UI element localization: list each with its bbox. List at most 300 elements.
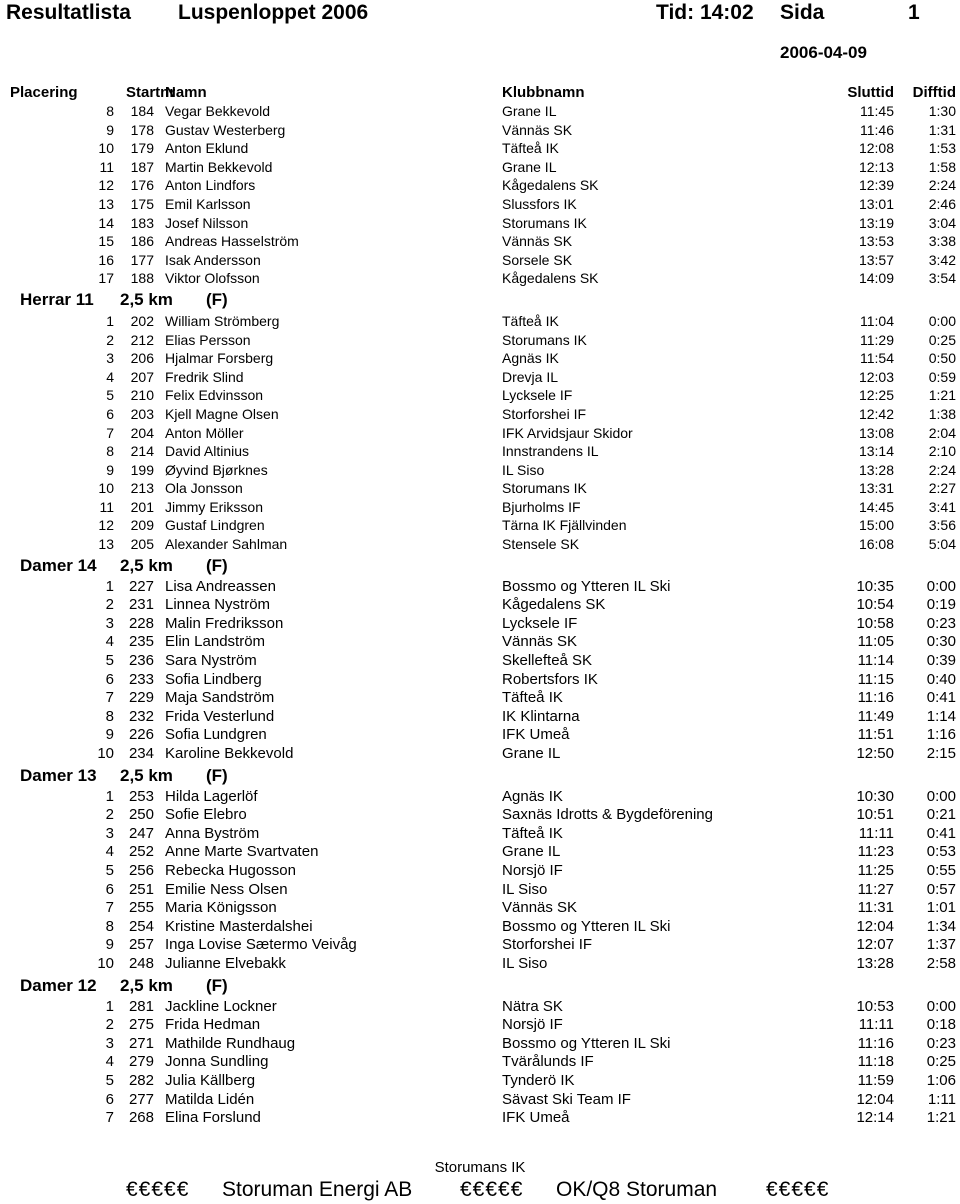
- event-name: Luspenloppet 2006: [178, 1, 369, 24]
- result-row: [0, 745, 960, 764]
- result-finish-time: 12:13: [858, 158, 894, 175]
- result-time-difference: 1:53: [928, 140, 956, 157]
- result-start-number: 177: [130, 251, 154, 268]
- result-club: IL Siso: [502, 461, 545, 478]
- result-time-difference: 1:01: [926, 899, 956, 917]
- result-row: [0, 176, 960, 195]
- result-row: [0, 652, 960, 671]
- result-row: [0, 214, 960, 233]
- result-row: [0, 825, 960, 844]
- class-heading: [0, 974, 960, 998]
- class-distance: 2,5 km: [120, 555, 173, 575]
- result-club: Storforshei IF: [502, 405, 587, 422]
- result-time-difference: 1:21: [928, 387, 956, 404]
- result-start-number: 257: [128, 936, 154, 954]
- result-start-number: 186: [130, 233, 154, 250]
- result-finish-time: 11:31: [857, 899, 894, 917]
- result-row: [0, 1053, 960, 1072]
- result-start-number: 209: [130, 517, 154, 534]
- result-name: Maja Sandström: [165, 689, 275, 707]
- class-distance: 2,5 km: [120, 289, 173, 309]
- result-time-difference: 1:37: [926, 936, 956, 954]
- result-time-difference: 0:00: [928, 312, 956, 329]
- result-club: Norsjö IF: [502, 1016, 563, 1034]
- result-finish-time: 10:58: [856, 614, 894, 632]
- result-row: [0, 1072, 960, 1091]
- result-place: 11: [99, 158, 114, 175]
- result-start-number: 253: [128, 787, 154, 805]
- result-start-number: 252: [128, 843, 154, 861]
- result-finish-time: 16:08: [858, 536, 894, 553]
- page-header: [0, 0, 960, 26]
- result-club: Vännäs SK: [502, 633, 578, 651]
- result-finish-time: 12:50: [856, 745, 894, 762]
- result-place: 3: [105, 824, 114, 842]
- class-technique: (F): [206, 765, 228, 785]
- result-finish-time: 11:27: [857, 880, 894, 898]
- result-start-number: 212: [130, 331, 154, 348]
- result-start-number: 214: [130, 443, 154, 460]
- result-place: 12: [98, 517, 114, 534]
- result-row: [0, 232, 960, 251]
- result-start-number: 184: [130, 103, 154, 119]
- result-row: [0, 806, 960, 825]
- result-place: 16: [98, 251, 114, 268]
- result-place: 9: [106, 461, 114, 478]
- result-name: Sofia Lundgren: [165, 726, 267, 744]
- result-name: Frida Vesterlund: [165, 707, 275, 725]
- result-place: 1: [105, 787, 114, 805]
- result-name: Elina Forslund: [165, 1109, 261, 1127]
- class-technique: (F): [206, 975, 228, 995]
- result-club: Storforshei IF: [502, 936, 593, 954]
- result-start-number: 206: [130, 350, 154, 367]
- result-time-difference: 5:04: [928, 536, 956, 553]
- result-row: [0, 998, 960, 1017]
- result-row: [0, 843, 960, 862]
- class-heading: [0, 288, 960, 312]
- result-finish-time: 11:04: [860, 312, 894, 329]
- result-time-difference: 2:04: [928, 424, 956, 441]
- print-time: Tid: 14:02: [656, 1, 754, 24]
- result-start-number: 229: [128, 689, 154, 707]
- results-list: [0, 102, 960, 1128]
- result-start-number: 279: [128, 1053, 154, 1071]
- result-place: 15: [98, 233, 114, 250]
- result-finish-time: 11:51: [857, 726, 894, 744]
- result-place: 9: [105, 726, 114, 744]
- result-time-difference: 0:25: [928, 331, 956, 348]
- result-start-number: 281: [128, 997, 154, 1015]
- result-start-number: 232: [128, 707, 154, 725]
- result-row: [0, 918, 960, 937]
- result-club: Lycksele IF: [502, 614, 578, 632]
- result-place: 8: [106, 443, 114, 460]
- result-time-difference: 2:15: [926, 745, 956, 762]
- result-row: [0, 121, 960, 140]
- result-club: Drevja IL: [502, 368, 559, 385]
- result-row: [0, 633, 960, 652]
- result-finish-time: 13:14: [858, 443, 894, 460]
- result-time-difference: 1:06: [926, 1071, 956, 1089]
- result-row: [0, 615, 960, 634]
- result-name: Vegar Bekkevold: [165, 103, 271, 119]
- result-club: Grane IL: [502, 103, 557, 119]
- result-finish-time: 12:07: [856, 936, 894, 954]
- result-place: 4: [105, 843, 114, 861]
- result-name: Julianne Elvebakk: [165, 954, 286, 972]
- decoration-text: €€€€€: [766, 1178, 830, 1201]
- result-row: [0, 1035, 960, 1054]
- result-finish-time: 12:03: [858, 368, 894, 385]
- result-time-difference: 1:31: [928, 121, 956, 138]
- result-start-number: 271: [128, 1034, 154, 1052]
- result-place: 14: [98, 214, 114, 231]
- result-start-number: 254: [128, 917, 154, 935]
- result-start-number: 175: [130, 195, 154, 212]
- class-distance: 2,5 km: [120, 765, 173, 785]
- result-name: Sara Nyström: [165, 652, 257, 670]
- result-finish-time: 11:05: [857, 633, 894, 651]
- result-name: Øyvind Bjørknes: [165, 461, 268, 478]
- result-club: Bjurholms IF: [502, 498, 581, 515]
- result-start-number: 207: [130, 368, 154, 385]
- result-start-number: 210: [130, 387, 154, 404]
- result-finish-time: 13:53: [858, 233, 894, 250]
- result-time-difference: 0:39: [926, 652, 956, 670]
- result-row: [0, 788, 960, 807]
- result-club: Storumans IK: [502, 480, 587, 497]
- result-club: IFK Umeå: [502, 726, 570, 744]
- result-name: Kjell Magne Olsen: [165, 405, 279, 422]
- result-name: Julia Källberg: [165, 1071, 256, 1089]
- result-name: Frida Hedman: [165, 1016, 261, 1034]
- result-time-difference: 0:59: [928, 368, 956, 385]
- column-header-start-number: Startnr: [126, 84, 176, 101]
- document-title: Resultatlista: [6, 1, 131, 24]
- result-finish-time: 14:09: [858, 270, 894, 287]
- result-name: Rebecka Hugosson: [165, 861, 296, 879]
- class-heading: [0, 554, 960, 578]
- result-row: [0, 726, 960, 745]
- result-place: 11: [99, 498, 114, 515]
- result-time-difference: 3:04: [928, 214, 956, 231]
- result-place: 6: [105, 1090, 114, 1108]
- result-finish-time: 14:45: [858, 498, 894, 515]
- result-start-number: 227: [128, 577, 154, 595]
- race-date: 2006-04-09: [780, 43, 867, 62]
- column-headers: [0, 83, 960, 103]
- result-club: Stensele SK: [502, 536, 580, 553]
- sponsor-name: Storuman Energi AB: [222, 1178, 413, 1201]
- result-row: [0, 1109, 960, 1128]
- result-name: Jimmy Eriksson: [165, 498, 264, 515]
- result-time-difference: 1:30: [928, 103, 956, 119]
- result-place: 3: [105, 614, 114, 632]
- result-finish-time: 11:11: [858, 1016, 894, 1034]
- result-time-difference: 0:00: [926, 577, 956, 595]
- result-finish-time: 10:51: [856, 806, 894, 824]
- result-row: [0, 955, 960, 974]
- result-club: IFK Umeå: [502, 1109, 570, 1127]
- decoration-text: €€€€€: [126, 1178, 190, 1201]
- result-row: [0, 251, 960, 270]
- result-row: [0, 596, 960, 615]
- result-finish-time: 12:04: [856, 917, 894, 935]
- result-time-difference: 0:00: [926, 787, 956, 805]
- result-start-number: 268: [128, 1109, 154, 1127]
- result-name: Anton Möller: [165, 424, 244, 441]
- result-place: 10: [97, 745, 114, 762]
- result-time-difference: 1:58: [928, 158, 956, 175]
- result-name: Gustav Westerberg: [165, 121, 286, 138]
- result-start-number: 187: [130, 158, 154, 175]
- result-name: Kristine Masterdalshei: [165, 917, 313, 935]
- result-club: Storumans IK: [502, 331, 587, 348]
- result-finish-time: 10:53: [856, 997, 894, 1015]
- result-name: Ola Jonsson: [165, 480, 243, 497]
- result-club: Tynderö IK: [502, 1071, 575, 1089]
- result-name: Lisa Andreassen: [165, 577, 276, 595]
- page-label: Sida: [780, 1, 825, 24]
- result-place: 10: [98, 140, 114, 157]
- result-place: 9: [105, 936, 114, 954]
- result-row: [0, 331, 960, 350]
- result-club: Bossmo og Ytteren IL Ski: [502, 577, 671, 595]
- result-start-number: 233: [128, 670, 154, 688]
- result-name: David Altinius: [165, 443, 250, 460]
- result-start-number: 201: [130, 498, 154, 515]
- result-place: 5: [105, 1071, 114, 1089]
- result-start-number: 204: [130, 424, 154, 441]
- result-row: [0, 195, 960, 214]
- result-place: 5: [106, 387, 114, 404]
- result-finish-time: 12:25: [858, 387, 894, 404]
- result-place: 3: [105, 1034, 114, 1052]
- result-time-difference: 0:41: [926, 689, 956, 707]
- result-name: Inga Lovise Sætermo Veivåg: [165, 936, 357, 954]
- result-finish-time: 11:49: [857, 707, 894, 725]
- result-club: Täfteå IK: [502, 140, 559, 157]
- result-club: Sorsele SK: [502, 251, 573, 268]
- result-row: [0, 102, 960, 121]
- result-club: IL Siso: [502, 880, 548, 898]
- result-row: [0, 349, 960, 368]
- class-name: Herrar 11: [20, 289, 94, 309]
- result-finish-time: 11:16: [857, 689, 894, 707]
- result-start-number: 188: [130, 270, 154, 287]
- result-place: 1: [106, 312, 114, 329]
- result-place: 12: [98, 177, 114, 194]
- result-finish-time: 11:15: [857, 670, 894, 688]
- result-finish-time: 11:54: [860, 350, 894, 367]
- result-name: Sofia Lindberg: [165, 670, 262, 688]
- result-row: [0, 1016, 960, 1035]
- result-name: Jonna Sundling: [165, 1053, 269, 1071]
- result-club: IL Siso: [502, 954, 548, 972]
- result-finish-time: 12:42: [858, 405, 894, 422]
- column-header-time-difference: Difftid: [912, 84, 956, 101]
- result-time-difference: 0:55: [926, 861, 956, 879]
- result-name: Maria Königsson: [165, 899, 277, 917]
- result-name: Gustaf Lindgren: [165, 517, 265, 534]
- result-finish-time: 11:18: [857, 1053, 894, 1071]
- result-name: William Strömberg: [165, 312, 280, 329]
- result-club: Tvärålunds IF: [502, 1053, 594, 1071]
- result-start-number: 248: [128, 954, 154, 972]
- result-name: Matilda Lidén: [165, 1090, 255, 1108]
- result-club: Tärna IK Fjällvinden: [502, 517, 627, 534]
- result-finish-time: 13:08: [858, 424, 894, 441]
- result-name: Alexander Sahlman: [165, 536, 288, 553]
- result-row: [0, 269, 960, 288]
- column-header-name: Namn: [165, 84, 207, 101]
- result-finish-time: 10:30: [856, 787, 894, 805]
- result-time-difference: 0:21: [926, 806, 956, 824]
- result-name: Emil Karlsson: [165, 195, 251, 212]
- result-place: 2: [105, 596, 114, 614]
- result-club: Innstrandens IL: [502, 443, 599, 460]
- result-start-number: 277: [128, 1090, 154, 1108]
- result-place: 13: [98, 536, 114, 553]
- result-club: Grane IL: [502, 745, 561, 762]
- result-finish-time: 10:35: [856, 577, 894, 595]
- result-finish-time: 13:19: [858, 214, 894, 231]
- result-club: Kågedalens SK: [502, 270, 599, 287]
- result-name: Anna Byström: [165, 824, 260, 842]
- result-start-number: 247: [128, 824, 154, 842]
- result-start-number: 255: [128, 899, 154, 917]
- result-row: [0, 881, 960, 900]
- result-time-difference: 0:23: [926, 614, 956, 632]
- result-start-number: 178: [130, 121, 154, 138]
- result-row: [0, 442, 960, 461]
- result-club: Vännäs SK: [502, 899, 578, 917]
- sponsor-name: OK/Q8 Storuman: [556, 1178, 718, 1201]
- result-finish-time: 11:16: [857, 1034, 894, 1052]
- result-name: Sofie Elebro: [165, 806, 247, 824]
- result-club: Nätra SK: [502, 997, 563, 1015]
- result-time-difference: 2:46: [928, 195, 956, 212]
- result-name: Anne Marte Svartvaten: [165, 843, 319, 861]
- result-finish-time: 13:28: [856, 954, 894, 972]
- result-row: [0, 899, 960, 918]
- page-number: 1: [908, 1, 920, 24]
- result-name: Hilda Lagerlöf: [165, 787, 258, 805]
- result-start-number: 250: [128, 806, 154, 824]
- result-time-difference: 0:50: [928, 350, 956, 367]
- result-club: Norsjö IF: [502, 861, 563, 879]
- result-finish-time: 11:11: [858, 824, 894, 842]
- result-finish-time: 11:59: [857, 1071, 894, 1089]
- result-row: [0, 158, 960, 177]
- result-row: [0, 405, 960, 424]
- result-time-difference: 1:11: [927, 1090, 956, 1108]
- result-name: Martin Bekkevold: [165, 158, 273, 175]
- result-name: Jackline Lockner: [165, 997, 277, 1015]
- result-start-number: 176: [130, 177, 154, 194]
- result-finish-time: 12:39: [858, 177, 894, 194]
- result-name: Mathilde Rundhaug: [165, 1034, 296, 1052]
- result-row: [0, 535, 960, 554]
- result-time-difference: 1:14: [926, 707, 956, 725]
- result-place: 2: [105, 806, 114, 824]
- result-club: Täfteå IK: [502, 689, 563, 707]
- result-time-difference: 3:42: [928, 251, 956, 268]
- result-start-number: 256: [128, 861, 154, 879]
- result-finish-time: 13:01: [858, 195, 894, 212]
- result-place: 8: [106, 103, 114, 119]
- result-club: Grane IL: [502, 158, 557, 175]
- result-club: Agnäs IK: [502, 787, 563, 805]
- result-club: Bossmo og Ytteren IL Ski: [502, 917, 671, 935]
- result-row: [0, 386, 960, 405]
- result-place: 7: [105, 1109, 114, 1127]
- result-name: Josef Nilsson: [165, 214, 249, 231]
- result-start-number: 234: [128, 745, 154, 762]
- sponsor-footer: [0, 1176, 960, 1204]
- result-row: [0, 368, 960, 387]
- result-start-number: 179: [130, 140, 154, 157]
- result-name: Emilie Ness Olsen: [165, 880, 288, 898]
- result-club: Vännäs SK: [502, 121, 573, 138]
- result-time-difference: 0:18: [926, 1016, 956, 1034]
- result-name: Elin Landström: [165, 633, 266, 651]
- result-time-difference: 3:41: [928, 498, 956, 515]
- result-row: [0, 1091, 960, 1110]
- result-start-number: 236: [128, 652, 154, 670]
- column-header-club: Klubbnamn: [502, 84, 585, 101]
- result-place: 10: [97, 954, 114, 972]
- result-name: Anton Lindfors: [165, 177, 256, 194]
- result-place: 7: [105, 689, 114, 707]
- result-start-number: 203: [130, 405, 154, 422]
- result-place: 8: [105, 707, 114, 725]
- result-place: 2: [105, 1016, 114, 1034]
- result-club: Slussfors IK: [502, 195, 577, 212]
- result-place: 6: [106, 405, 114, 422]
- result-start-number: 183: [130, 214, 154, 231]
- result-club: Bossmo og Ytteren IL Ski: [502, 1034, 671, 1052]
- result-start-number: 202: [130, 312, 154, 329]
- result-row: [0, 936, 960, 955]
- result-finish-time: 11:46: [860, 121, 894, 138]
- result-place: 6: [105, 880, 114, 898]
- result-name: Anton Eklund: [165, 140, 249, 157]
- result-place: 10: [98, 480, 114, 497]
- result-time-difference: 0:25: [926, 1053, 956, 1071]
- result-place: 7: [105, 899, 114, 917]
- result-time-difference: 0:40: [926, 670, 956, 688]
- result-time-difference: 1:34: [926, 917, 956, 935]
- result-place: 2: [106, 331, 114, 348]
- result-start-number: 205: [130, 536, 154, 553]
- result-name: Felix Edvinsson: [165, 387, 264, 404]
- result-start-number: 275: [128, 1016, 154, 1034]
- result-name: Andreas Hasselström: [165, 233, 299, 250]
- result-row: [0, 689, 960, 708]
- result-finish-time: 10:54: [856, 596, 894, 614]
- result-time-difference: 2:24: [928, 177, 956, 194]
- result-start-number: 231: [128, 596, 154, 614]
- result-place: 5: [105, 652, 114, 670]
- class-distance: 2,5 km: [120, 975, 173, 995]
- result-start-number: 213: [130, 480, 154, 497]
- result-place: 4: [106, 368, 114, 385]
- result-row: [0, 461, 960, 480]
- result-club: Skellefteå SK: [502, 652, 593, 670]
- result-finish-time: 11:45: [860, 103, 894, 119]
